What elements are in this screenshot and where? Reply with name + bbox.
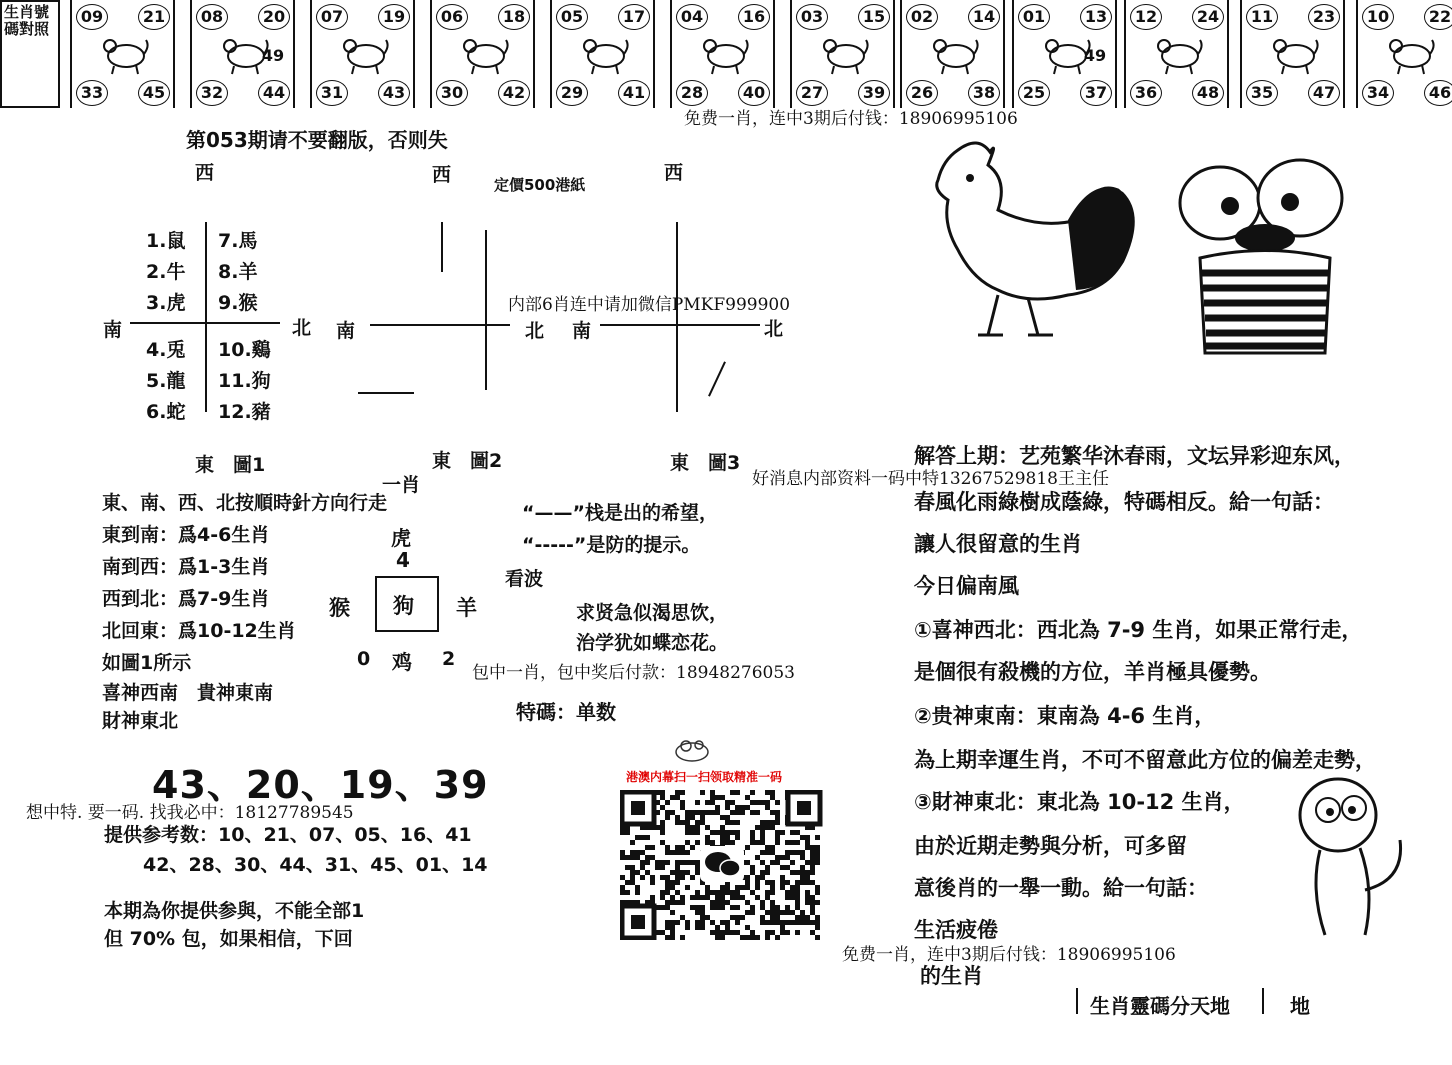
answer-line-3: 讓人很留意的生肖	[914, 532, 1082, 556]
fig2-south: 南	[336, 320, 356, 342]
rooster-icon	[1154, 28, 1204, 76]
rooster-label: 鸡	[392, 650, 412, 674]
qr-code[interactable]	[620, 790, 824, 940]
goat-icon	[930, 28, 980, 76]
zodiac-number: 33	[76, 80, 108, 106]
zodiac-cell-dog	[1240, 0, 1345, 108]
zodiac-number-strip	[0, 0, 1452, 110]
tiger-number: 4	[396, 548, 410, 572]
promo-wechat: 内部6肖连中请加微信PMKF999900	[508, 295, 791, 315]
rule-line-7: 喜神西南 貴神東南	[102, 682, 274, 704]
fig1-south: 南	[103, 319, 123, 341]
zodiac-number: 31	[316, 80, 348, 106]
answer-line-2: 春風化雨綠樹成蔭綠，特碼相反。給一句話：	[914, 490, 1334, 514]
qr-logo-icon	[672, 736, 712, 764]
zodiac-cell-ox	[190, 0, 295, 108]
rule-line-1: 東、南、西、北按順時針方向行走	[102, 492, 388, 514]
zodiac-number: 09	[76, 4, 108, 30]
zodiac-list-item: 2.牛	[146, 261, 186, 283]
fig2-caption: 東 圖2	[432, 450, 503, 472]
fig1-horizontal-line	[130, 322, 280, 324]
zodiac-number: 43	[378, 80, 410, 106]
zodiac-number: 48	[1192, 80, 1224, 106]
promo-bottom: 免费一肖，连中3期后付钱：18906995106	[842, 945, 1176, 965]
zodiac-number: 19	[378, 4, 410, 30]
zodiac-number: 12	[1130, 4, 1162, 30]
zodiac-number: 45	[138, 80, 170, 106]
answer-line-5: ①喜神西北：西北為 7-9 生肖，如果正常行走，	[914, 618, 1363, 642]
fig3-south: 南	[572, 320, 592, 342]
answer-line-4: 今日偏南風	[914, 574, 1019, 598]
zodiac-number: 02	[906, 4, 938, 30]
tiger-label: 虎	[391, 526, 411, 550]
note-line-1: 本期為你提供参與，不能全部1	[104, 900, 365, 922]
zodiac-number: 15	[858, 4, 890, 30]
zodiac-cell-rabbit	[430, 0, 535, 108]
fig3-slash	[708, 361, 726, 396]
zodiac-number: 04	[676, 4, 708, 30]
warn-line: “-----”是防的提示。	[522, 534, 701, 556]
zodiac-number: 20	[258, 4, 290, 30]
rat-icon	[100, 28, 150, 76]
zodiac-number: 39	[858, 80, 890, 106]
yixiao-label: 一肖	[382, 474, 421, 496]
zodiac-list-item: 12.豬	[218, 401, 271, 423]
zodiac-list-item: 8.羊	[218, 261, 258, 283]
zodiac-number: 21	[138, 4, 170, 30]
answer-line-7: ②贵神東南：東南為 4-6 生肖，	[914, 704, 1216, 728]
fig2-vertical-line-a	[441, 222, 443, 272]
answer-line-11: 意後肖的一舉一動。給一句話：	[914, 876, 1208, 900]
zodiac-number: 44	[258, 80, 290, 106]
tiger-icon	[340, 28, 390, 76]
fig1-caption: 東 圖1	[195, 454, 266, 476]
answer-line-13: 的生肖	[920, 964, 983, 988]
zodiac-number: 30	[436, 80, 468, 106]
answer-line-8: 為上期幸運生肖，不可不留意此方位的偏差走勢，	[914, 748, 1376, 772]
zodiac-number: 37	[1080, 80, 1112, 106]
zodiac-list-item: 7.馬	[218, 230, 258, 252]
zodiac-number: 42	[498, 80, 530, 106]
zodiac-cell-rat	[70, 0, 175, 108]
poem-line-1: 求贤急似渴思饮，	[576, 602, 729, 624]
dog-label: 狗	[393, 594, 414, 618]
zodiac-cell-horse	[790, 0, 895, 108]
answer-line-10: 由於近期走勢與分析，可多留	[914, 834, 1187, 858]
zodiac-number: 16	[738, 4, 770, 30]
zodiac-extra-number: 49	[258, 44, 288, 68]
rabbit-icon	[460, 28, 510, 76]
zodiac-list-item: 5.龍	[146, 370, 186, 392]
fig3-vertical-line	[676, 222, 678, 412]
zodiac-list-item: 4.兎	[146, 339, 186, 361]
monkey-illustration	[1290, 770, 1420, 940]
main-numbers: 43、20、19、39	[152, 763, 489, 807]
zodiac-cell-rooster	[1124, 0, 1229, 108]
zodiac-number: 29	[556, 80, 588, 106]
ref-numbers-line-1: 提供参考数：10、21、07、05、16、41	[104, 824, 472, 846]
pig-icon	[1386, 28, 1436, 76]
zodiac-number: 08	[196, 4, 228, 30]
fig3-caption: 東 圖3	[670, 452, 741, 474]
zodiac-number: 35	[1246, 80, 1278, 106]
zodiac-number: 11	[1246, 4, 1278, 30]
promo-top: 免费一肖，连中3期后付钱：18906995106	[684, 109, 1018, 129]
zodiac-cell-tiger	[310, 0, 415, 108]
rule-line-8: 財神東北	[102, 710, 179, 732]
price-label: 定價500港紙	[494, 176, 586, 194]
footer-end: 地	[1290, 994, 1310, 1018]
fig3-west: 西	[664, 162, 684, 184]
fig3-horizontal-line	[600, 324, 760, 326]
zodiac-cell-goat	[900, 0, 1005, 108]
rule-line-6: 如圖1所示	[102, 652, 192, 674]
promo-baozhong: 包中一肖，包中奖后付款：18948276053	[472, 663, 795, 683]
rooster-illustration	[918, 130, 1148, 345]
zodiac-cell-snake	[670, 0, 775, 108]
fig1-north: 北	[292, 317, 312, 339]
zodiac-number: 25	[1018, 80, 1050, 106]
rooster-left-number: 0	[357, 648, 371, 670]
rule-line-5: 北回東：爲10-12生肖	[102, 620, 296, 642]
monkey-icon	[1042, 28, 1092, 76]
zodiac-number: 06	[436, 4, 468, 30]
answer-line-6: 是個很有殺機的方位，羊肖極具優勢。	[914, 660, 1271, 684]
fig2-horizontal-line	[370, 324, 510, 326]
zodiac-number: 32	[196, 80, 228, 106]
dog-icon	[1270, 28, 1320, 76]
fig1-west: 西	[195, 162, 215, 184]
fig2-north: 北	[525, 320, 545, 342]
rooster-right-number: 2	[442, 648, 456, 670]
tema-label: 特碼：单数	[516, 700, 616, 724]
zodiac-number: 01	[1018, 4, 1050, 30]
zodiac-number: 36	[1130, 80, 1162, 106]
zodiac-number: 07	[316, 4, 348, 30]
footer-left-bar	[1076, 988, 1078, 1014]
zodiac-number: 24	[1192, 4, 1224, 30]
zodiac-list-item: 9.猴	[218, 292, 258, 314]
snake-icon	[700, 28, 750, 76]
rule-line-2: 東到南：爲4-6生肖	[102, 524, 270, 546]
footer-text: 生肖靈碼分天地	[1090, 994, 1230, 1018]
ox-icon	[220, 28, 270, 76]
zodiac-list-item: 1.鼠	[146, 230, 186, 252]
rule-line-3: 南到西：爲1-3生肖	[102, 556, 270, 578]
dragon-icon	[580, 28, 630, 76]
zodiac-number: 41	[618, 80, 650, 106]
monkey-label: 猴	[329, 596, 350, 620]
zodiac-number: 03	[796, 4, 828, 30]
zodiac-number: 34	[1362, 80, 1394, 106]
striped-character-illustration	[1170, 148, 1360, 358]
zodiac-number: 47	[1308, 80, 1340, 106]
issue-title: 第053期请不要翻版，否则失	[186, 128, 448, 152]
ref-numbers-line-2: 42、28、30、44、31、45、01、14	[143, 854, 488, 876]
zodiac-extra-number: 49	[1080, 44, 1110, 68]
zodiac-list-item: 6.蛇	[146, 401, 186, 423]
rule-line-4: 西到北：爲7-9生肖	[102, 588, 270, 610]
zodiac-number: 17	[618, 4, 650, 30]
zodiac-number: 14	[968, 4, 1000, 30]
kanbo-label: 看波	[505, 568, 544, 590]
zodiac-number: 13	[1080, 4, 1112, 30]
zodiac-number: 46	[1424, 80, 1452, 106]
zodiac-list-item: 10.鷄	[218, 339, 271, 361]
fig2-west: 西	[432, 164, 452, 186]
zodiac-number: 05	[556, 4, 588, 30]
strip-label: 生肖號碼對照	[0, 0, 60, 108]
zodiac-cell-monkey	[1012, 0, 1117, 108]
zodiac-list-item: 11.狗	[218, 370, 271, 392]
zodiac-number: 38	[968, 80, 1000, 106]
zodiac-number: 28	[676, 80, 708, 106]
zodiac-list-item: 3.虎	[146, 292, 186, 314]
fig1-vertical-line	[205, 222, 207, 412]
fig2-vertical-line-b	[485, 230, 487, 390]
promo-good-news: 好消息内部资料一码中特13267529818王主任	[752, 469, 1109, 489]
zodiac-cell-dragon	[550, 0, 655, 108]
zodiac-cell-pig	[1356, 0, 1452, 108]
zodiac-number: 26	[906, 80, 938, 106]
horse-icon	[820, 28, 870, 76]
poem-line-2: 治学犹如蝶恋花。	[576, 632, 729, 654]
qr-caption: 港澳内幕扫一扫领取精准一码	[626, 770, 783, 784]
fig3-north: 北	[764, 318, 784, 340]
zodiac-number: 23	[1308, 4, 1340, 30]
zodiac-number: 10	[1362, 4, 1394, 30]
zodiac-number: 27	[796, 80, 828, 106]
answer-line-9: ③財神東北：東北為 10-12 生肖，	[914, 790, 1245, 814]
zodiac-number: 18	[498, 4, 530, 30]
hope-line: “——”栈是出的希望，	[522, 502, 718, 524]
goat-label: 羊	[456, 596, 477, 620]
zodiac-number: 22	[1424, 4, 1452, 30]
answer-line-12: 生活疲倦	[914, 918, 998, 942]
zodiac-number: 40	[738, 80, 770, 106]
promo-xiang: 想中特. 要一码. 找我必中：18127789545	[26, 803, 354, 823]
answer-line-1: 解答上期：艺苑繁华沐春雨，文坛异彩迎东风，	[914, 444, 1355, 468]
note-line-2: 但 70% 包，如果相信，下回	[104, 928, 353, 950]
fig2-dash	[358, 392, 414, 394]
footer-right-bar	[1262, 988, 1264, 1014]
